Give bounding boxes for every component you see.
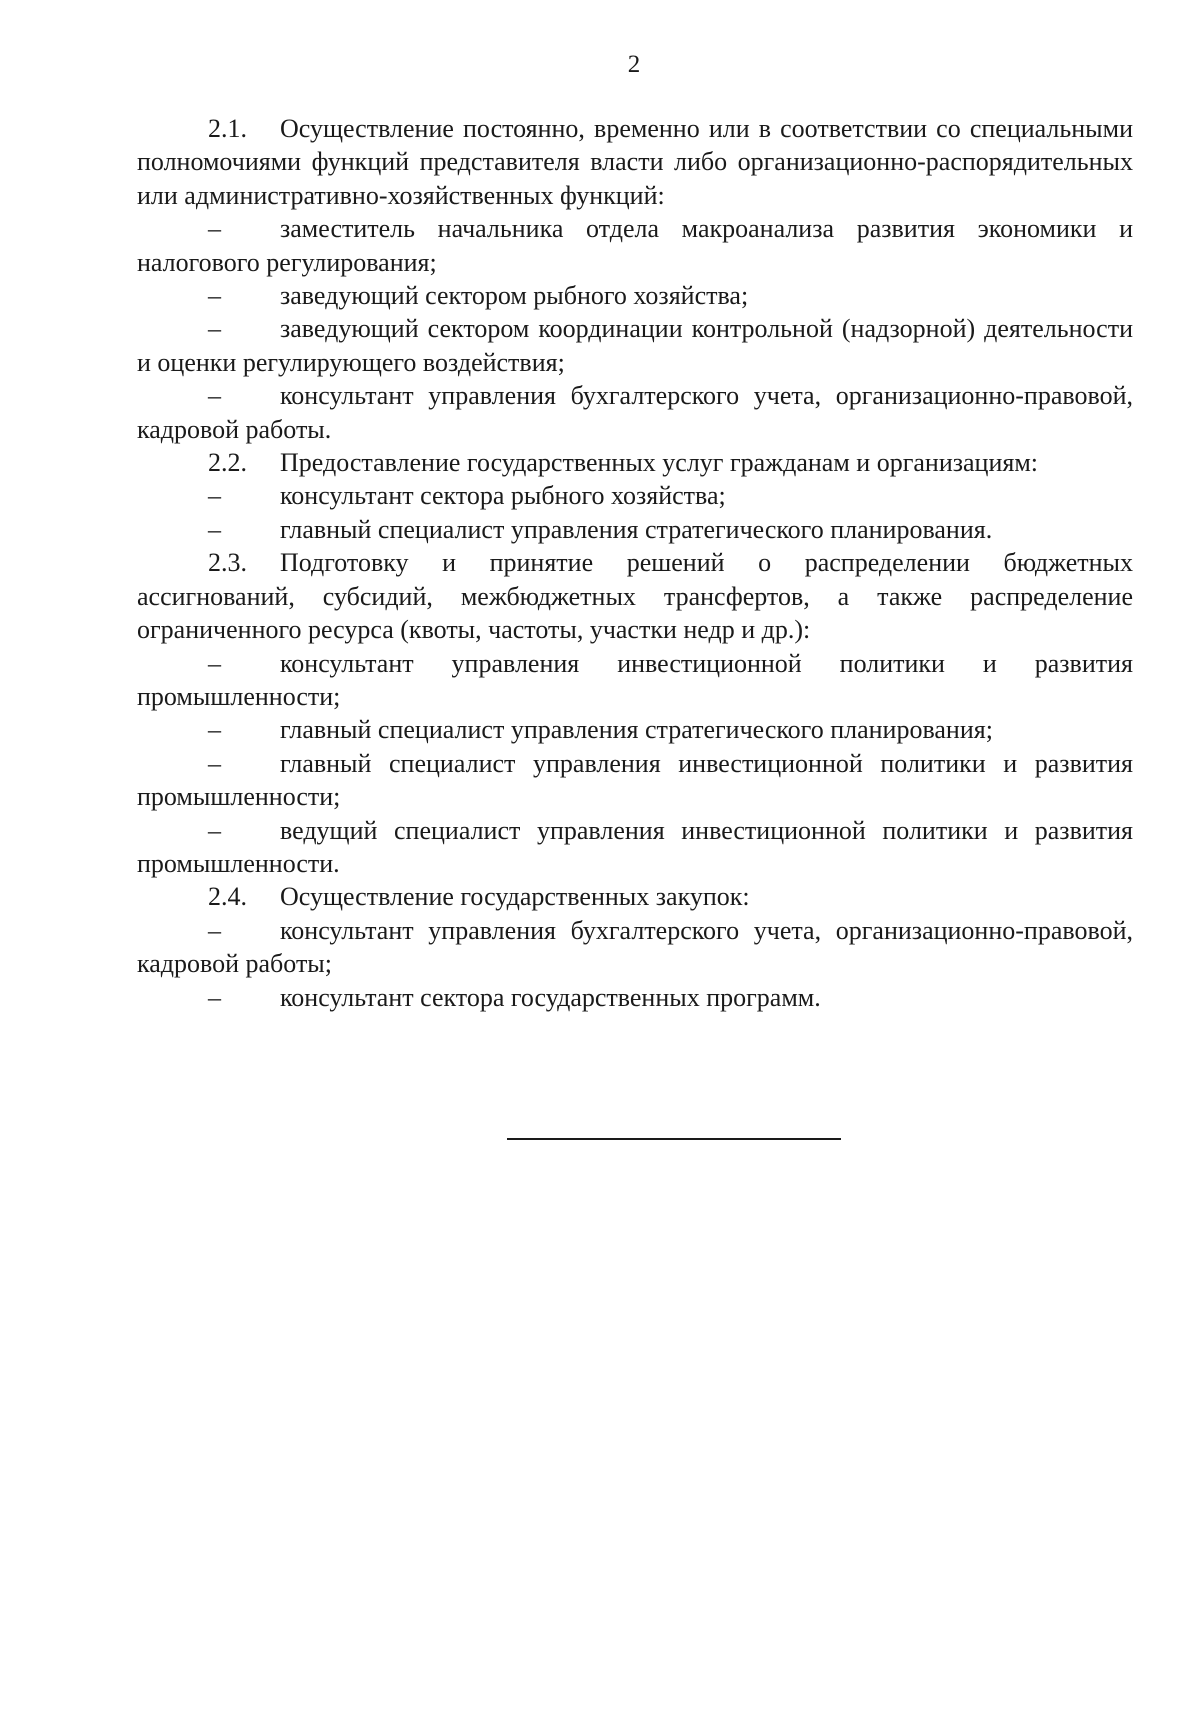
list-item-text: ведущий специалист управления инвестиционной политики и развития промышленности. bbox=[137, 815, 1133, 878]
list-item-text: консультант управления бухгалтерского учета, организационно-правовой, кадровой работы; bbox=[137, 915, 1133, 979]
dash-bullet: – bbox=[208, 481, 221, 511]
list-item bbox=[137, 479, 1133, 512]
dash-bullet: – bbox=[208, 915, 221, 945]
list-item-text: заведующий сектором рыбного хозяйства; bbox=[280, 281, 749, 311]
list-item-text: главный специалист управления стратегического планирования. bbox=[280, 514, 993, 544]
dash-bullet: – bbox=[208, 514, 221, 544]
section-number: 2.1. bbox=[208, 114, 247, 143]
dash-bullet: – bbox=[208, 748, 221, 778]
dash-bullet: – bbox=[208, 982, 221, 1012]
section-text: Подготовку и принятие решений о распределении бюджетных ассигнований, субсидий, межбюджетных трансфертов, а также распределение ограниченного ресурса (квоты, частоты, участки недр и др.): bbox=[137, 548, 1133, 645]
list-item bbox=[137, 747, 1133, 814]
list-item bbox=[137, 914, 1133, 981]
list-item bbox=[137, 513, 1133, 546]
list-item bbox=[137, 713, 1133, 746]
list-item-text: консультант управления инвестиционной политики и развития промышленности; bbox=[137, 648, 1133, 711]
section-2-2 bbox=[137, 446, 1133, 479]
dash-bullet: – bbox=[208, 381, 221, 411]
list-item-text: главный специалист управления инвестиционной политики и развития промышленности; bbox=[137, 748, 1133, 812]
dash-bullet: – bbox=[208, 214, 221, 244]
document-body bbox=[137, 112, 1133, 1014]
dash-bullet: – bbox=[208, 715, 221, 745]
dash-bullet: – bbox=[208, 314, 221, 344]
section-number: 2.2. bbox=[208, 448, 247, 478]
list-item-text: главный специалист управления стратегического планирования; bbox=[280, 715, 993, 745]
section-2-4 bbox=[137, 880, 1133, 913]
dash-bullet: – bbox=[208, 648, 221, 678]
list-item bbox=[137, 981, 1133, 1014]
list-item bbox=[137, 814, 1133, 881]
section-text: Предоставление государственных услуг гражданам и организациям: bbox=[280, 448, 1039, 478]
section-text: Осуществление постоянно, временно или в соответствии со специальными полномочиями функций представителя власти либо организационно-распорядительных или административно-хозяйственных функций: bbox=[137, 114, 1133, 210]
section-2-3 bbox=[137, 546, 1133, 646]
dash-bullet: – bbox=[208, 815, 221, 845]
list-item bbox=[137, 312, 1133, 379]
section-number: 2.3. bbox=[208, 548, 247, 578]
list-item bbox=[137, 212, 1133, 279]
dash-bullet: – bbox=[208, 281, 221, 311]
list-item-text: заведующий сектором координации контрольной (надзорной) деятельности и оценки регулирующего воздействия; bbox=[137, 314, 1133, 377]
list-item bbox=[137, 647, 1133, 714]
section-number: 2.4. bbox=[208, 882, 247, 912]
section-2-1 bbox=[137, 112, 1133, 212]
list-item bbox=[137, 379, 1133, 446]
list-item-text: консультант сектора государственных программ. bbox=[280, 982, 821, 1012]
end-divider-line bbox=[507, 1138, 841, 1140]
page-number: 2 bbox=[627, 51, 641, 78]
list-item-text: консультант управления бухгалтерского учета, организационно-правовой, кадровой работы. bbox=[137, 381, 1133, 444]
section-text: Осуществление государственных закупок: bbox=[280, 882, 750, 912]
list-item-text: заместитель начальника отдела макроанализа развития экономики и налогового регулирования; bbox=[137, 214, 1133, 277]
list-item-text: консультант сектора рыбного хозяйства; bbox=[280, 481, 726, 511]
list-item bbox=[137, 279, 1133, 312]
